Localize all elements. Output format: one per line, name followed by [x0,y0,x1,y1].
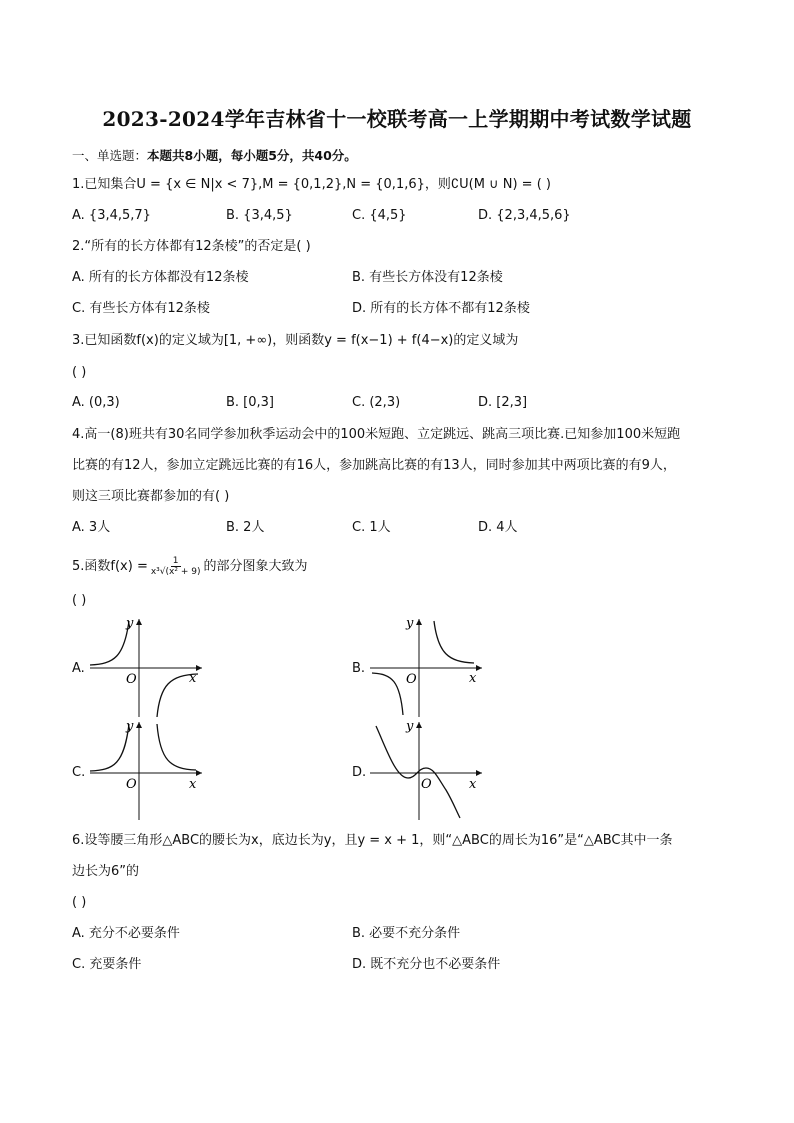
q4-option-b: B. 2人 [226,520,265,535]
q5-prefix: 5.函数f(x) = [72,558,148,574]
q4-line1: 4.高一(8)班共有30名同学参加秋季运动会中的100米短跑、立定跳远、跳高三项比赛.已知参加100米短跑 [72,427,681,442]
q5-suffix: 的部分图象大致为 [203,558,308,574]
q6-option-c: C. 充要条件 [72,957,142,972]
q5-graph-c [86,718,206,823]
q6-option-a: A. 充分不必要条件 [72,926,180,941]
q5-stem [72,556,307,577]
q5-numerator: 1 [172,556,179,566]
q6-option-b: B. 必要不充分条件 [352,926,461,941]
q5-label-a: A. [72,661,85,676]
q5-graph-b [366,615,486,720]
q5-label-b: B. [352,661,366,676]
q5-label-d: D. [352,765,367,780]
q3-paren: ( ) [72,365,87,380]
q5-graph-a-origin: O [126,672,137,687]
section-label: 一、单选题： [72,148,148,163]
q5-graph-b-origin: O [406,672,417,687]
q2-option-d: D. 所有的长方体不都有12条棱 [352,301,530,316]
q5-graph-c-origin: O [126,777,137,792]
q2-option-a: A. 所有的长方体都没有12条棱 [72,270,249,285]
q5-graph-b-y-label: y [406,616,414,631]
q4-line2: 比赛的有12人，参加立定跳远比赛的有16人，参加跳高比赛的有13人，同时参加其中两项比赛的有9人， [72,458,676,473]
q6-line2: 边长为6”的 [72,864,140,879]
q2-option-c: C. 有些长方体有12条棱 [72,301,210,316]
q4-option-d: D. 4人 [478,520,518,535]
q1-option-b: B. {3,4,5} [226,208,293,223]
q5-fraction [149,556,203,577]
q6-line1: 6.设等腰三角形△ABC的腰长为x，底边长为y，且y = x + 1，则“△ABC的周长为16”是“△ABC其中一条 [72,833,673,848]
q5-graph-d-origin: O [421,777,432,792]
q5-graph-c-x-label: x [189,777,197,792]
q1-option-c: C. {4,5} [352,208,407,223]
q1-option-d: D. {2,3,4,5,6} [478,208,571,223]
q3-option-b: B. [0,3] [226,395,275,410]
q5-graph-a [86,615,206,720]
q5-graph-c-y-label: y [126,719,134,734]
q5-paren: ( ) [72,593,87,608]
q4-option-c: C. 1人 [352,520,391,535]
q6-option-d: D. 既不充分也不必要条件 [352,957,501,972]
q1-option-a: A. {3,4,5,7} [72,208,151,223]
q5-label-c: C. [72,765,86,780]
q5-graph-d-x-label: x [469,777,477,792]
q3-option-a: A. (0,3) [72,395,120,410]
page-title: 2023-2024学年吉林省十一校联考高一上学期期中考试数学试题 [102,107,692,131]
q3-option-c: C. (2,3) [352,395,401,410]
q2-stem: 2.“所有的长方体都有12条棱”的否定是( ) [72,239,311,254]
q4-option-a: A. 3人 [72,520,111,535]
q5-graph-a-x-label: x [189,671,197,686]
q5-graph-a-y-label: y [126,616,134,631]
section-heading [72,146,357,164]
q4-line3: 则这三项比赛都参加的有( ) [72,489,230,504]
section-desc: 本题共8小题，每小题5分，共40分。 [147,148,357,163]
q2-option-b: B. 有些长方体没有12条棱 [352,270,503,285]
q3-stem: 3.已知函数f(x)的定义域为[1, +∞)，则函数y = f(x−1) + f(4−x)的定义域为 [72,333,519,348]
q5-graph-b-x-label: x [469,671,477,686]
q6-paren: ( ) [72,895,87,910]
q3-option-d: D. [2,3] [478,395,528,410]
q5-graph-d [366,718,486,823]
q1-stem: 1.已知集合U = {x ∈ N|x < 7},M = {0,1,2},N = {0,1,6}，则∁U(M ∪ N) = ( ) [72,177,551,192]
q5-denominator: x³√(x² + 9) [150,567,201,577]
q5-graph-d-y-label: y [406,719,414,734]
